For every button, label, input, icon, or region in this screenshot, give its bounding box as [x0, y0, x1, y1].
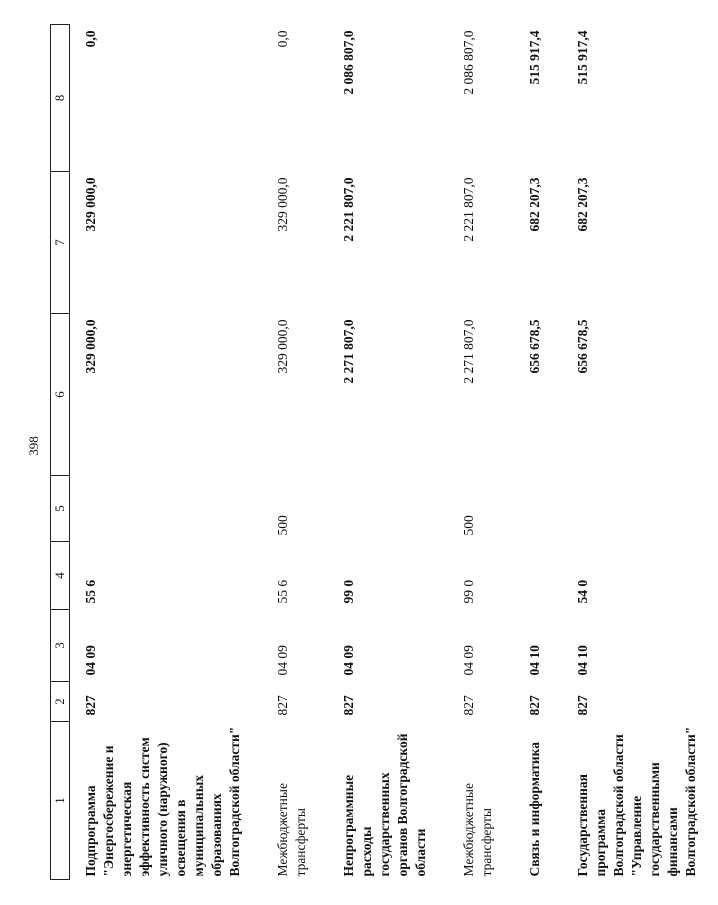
cell-value-8: 0,0 [83, 30, 98, 48]
row-name: Непрограммные расходы государственных органов Волгоградской области [341, 733, 428, 877]
cell-value-8: 515 917,4 [527, 30, 542, 85]
column-header: 7 [51, 172, 70, 314]
cell-value-8: 515 917,4 [575, 30, 590, 85]
cell-value-8: 2 086 807,0 [341, 30, 356, 95]
column-header: 2 [51, 682, 70, 722]
row-name: Государственная программа Волгоградской области "Управление государственными финансами Волгоградской области" [575, 726, 698, 877]
cell-section: 04 09 [461, 645, 476, 676]
cell-ministry: 827 [527, 695, 542, 716]
cell-program: 55 6 [275, 579, 290, 604]
cell-value-6: 329 000,0 [83, 319, 98, 374]
cell-value-6: 2 271 807,0 [341, 319, 356, 384]
cell-expense-type [70, 476, 263, 542]
cell-value-7: 682 207,3 [575, 177, 590, 232]
cell-section: 04 10 [527, 645, 542, 676]
cell-program: 99 0 [341, 579, 356, 604]
column-header: 6 [51, 314, 70, 476]
cell-program: 55 6 [83, 579, 98, 604]
cell-program: 99 0 [461, 579, 476, 604]
cell-expense-type [514, 476, 562, 542]
column-header: 8 [51, 25, 70, 172]
cell-value-7: 329 000,0 [275, 177, 290, 232]
cell-value-6: 2 271 807,0 [461, 319, 476, 384]
table-row [514, 25, 562, 880]
column-header: 4 [51, 542, 70, 610]
cell-program: 54 0 [575, 579, 590, 604]
table-row [70, 25, 263, 880]
cell-section: 04 09 [275, 645, 290, 676]
row-name: Межбюджетные трансферты [275, 783, 308, 877]
column-header: 3 [51, 610, 70, 682]
cell-section: 04 10 [575, 645, 590, 676]
table-row [448, 25, 514, 880]
table-row [328, 25, 448, 880]
cell-expense-type [562, 476, 718, 542]
cell-value-6: 656 678,5 [527, 319, 542, 374]
row-name: Подпрограмма "Энергосбережение и энергетическая эффективность систем уличного (наружного) освещения в муниципальных образованиях Волгоградской области" [83, 726, 242, 877]
cell-program [514, 542, 562, 610]
cell-value-8: 0,0 [275, 30, 290, 48]
rotated-table-sheet [50, 25, 698, 880]
cell-value-7: 682 207,3 [527, 177, 542, 232]
page-number: 398 [26, 436, 41, 456]
cell-value-6: 656 678,5 [575, 319, 590, 374]
cell-ministry: 827 [275, 695, 290, 716]
cell-value-7: 329 000,0 [83, 177, 98, 232]
header-row [51, 25, 70, 880]
budget-table [50, 24, 718, 880]
cell-ministry: 827 [575, 695, 590, 716]
cell-expense-type: 500 [275, 515, 290, 536]
column-header: 5 [51, 476, 70, 542]
column-header: 1 [51, 722, 70, 880]
cell-value-8: 2 086 807,0 [461, 30, 476, 95]
cell-ministry: 827 [461, 695, 476, 716]
cell-ministry: 827 [83, 695, 98, 716]
cell-section: 04 09 [83, 645, 98, 676]
cell-value-7: 2 221 807,0 [461, 177, 476, 242]
cell-value-6: 329 000,0 [275, 319, 290, 374]
row-name: Связь и информатика [527, 742, 542, 877]
cell-expense-type [328, 476, 448, 542]
cell-value-7: 2 221 807,0 [341, 177, 356, 242]
row-name: Межбюджетные трансферты [461, 783, 494, 877]
cell-section: 04 09 [341, 645, 356, 676]
table-row [262, 25, 328, 880]
table-row [562, 25, 718, 880]
cell-expense-type: 500 [461, 515, 476, 536]
cell-ministry: 827 [341, 695, 356, 716]
